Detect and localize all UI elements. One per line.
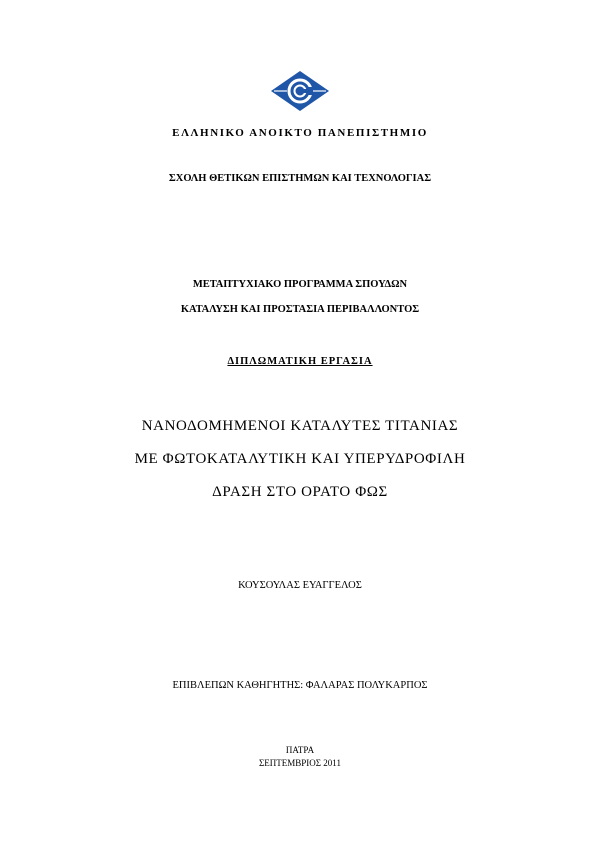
university-name: ΕΛΛΗΝΙΚΟ ΑΝΟΙΚΤΟ ΠΑΝΕΠΙΣΤΗΜΙΟ [172,127,428,139]
thesis-title-line-3: ΔΡΑΣΗ ΣΤΟ ΟΡΑΤΟ ΦΩΣ [212,484,388,500]
thesis-type-heading [0,356,600,367]
thesis-type-label: ΔΙΠΛΩΜΑΤΙΚΗ ΕΡΓΑΣΙΑ [227,356,373,367]
city: ΠΑΤΡΑ [285,745,315,755]
author-name: ΚΟΥΣΟΥΛΑΣ ΕΥΑΓΓΕΛΟΣ [238,580,362,591]
date: ΣΕΠΤΕΜΒΡΙΟΣ 2011 [259,758,341,768]
program-subject: ΚΑΤΑΛΥΣΗ ΚΑΙ ΠΡΟΣΤΑΣΙΑ ΠΕΡΙΒΑΛΛΟΝΤΟΣ [180,304,420,315]
thesis-title-line-1: ΝΑΝΟΔΟΜΗΜΕΝΟΙ ΚΑΤΑΛΥΤΕΣ ΤΙΤΑΝΙΑΣ [141,418,459,434]
program-title: ΜΕΤΑΠΤΥΧΙΑΚΟ ΠΡΟΓΡΑΜΜΑ ΣΠΟΥΔΩΝ [192,279,408,290]
school-name: ΣΧΟΛΗ ΘΕΤΙΚΩΝ ΕΠΙΣΤΗΜΩΝ ΚΑΙ ΤΕΧΝΟΛΟΓΙΑΣ [168,173,432,184]
supervisor-line: ΕΠΙΒΛΕΠΩΝ ΚΑΘΗΓΗΤΗΣ: ΦΑΛΑΡΑΣ ΠΟΛΥΚΑΡΠΟΣ [172,680,428,691]
thesis-title-line-2: ΜΕ ΦΩΤΟΚΑΤΑΛΥΤΙΚΗ ΚΑΙ ΥΠΕΡΥΔΡΟΦΙΛΗ [134,451,466,467]
university-emblem-icon [270,70,330,112]
